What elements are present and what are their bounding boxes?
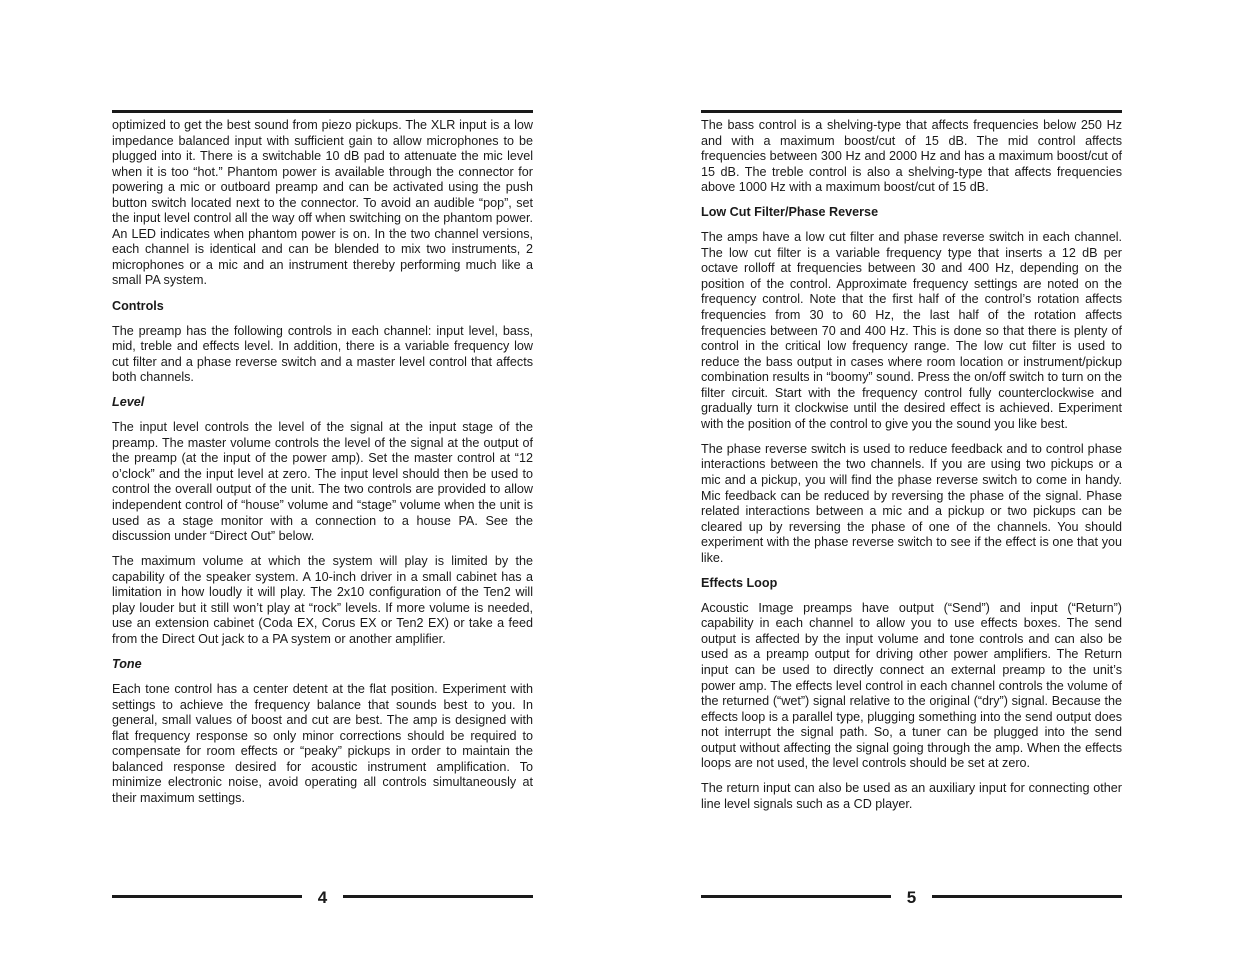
top-divider [701,110,1122,113]
paragraph: The input level controls the level of the signal at the input stage of the preamp. The master volume controls the level of the signal at the output of the preamp (at the input of the power amp). Set the master control at “12 o’clock” and the input level at zero. The input level should then be used to control the overall output of the unit. The two controls are provided to allow independent control of “house” volume and “stage” volume when the unit is used as a stage monitor with a connection to a house PA. See the discussion under “Direct Out” below. [112,420,533,544]
section-heading-effects-loop: Effects Loop [701,575,778,590]
left-page-footer [112,886,533,910]
page-number: 5 [906,888,917,907]
section-heading-low-cut: Low Cut Filter/Phase Reverse [701,205,879,220]
footer-rule [112,895,302,898]
paragraph: The return input can also be used as an auxiliary input for connecting other line level signals such as a CD player. [701,781,1122,811]
footer-rule [343,895,533,898]
paragraph: Acoustic Image preamps have output (“Send”) and input (“Return”) capability in each channel to allow you to use effects boxes. The send output is affected by the input volume and tone controls and can also be used as a preamp output for driving other power amplifiers. The Return input can be used to directly connect an external preamp to the unit’s power amp. The effects level control in each channel controls the volume of the returned (“wet”) signal relative to the original (“dry”) signal. Because the effects loop is a parallel type, plugging something into the send output does not interrupt the signal path. So, a tuner can be plugged into the send output without affecting the signal going through the amp. When the effects loops are not used, the level controls should be set at zero. [701,600,1122,771]
subsection-heading-level: Level [112,395,145,410]
paragraph: The maximum volume at which the system will play is limited by the capability of the speaker system. A 10-inch driver in a small cabinet has a limitation in how loudly it will play. The 2x10 configuration of the Ten2 will play louder but it still won’t play at “rock” levels. If more volume is needed, use an extension cabinet (Coda EX, Corus EX or Ten2 EX) or take a feed from the Direct Out jack to a PA system or another amplifier. [112,554,533,646]
footer-rule [932,895,1122,898]
right-page-footer [701,886,1122,910]
top-divider [112,110,533,113]
paragraph: The preamp has the following controls in each channel: input level, bass, mid, treble and effects level. In addition, there is a variable frequency low cut filter and a phase reverse switch and a master level control that affects both channels. [112,323,533,385]
section-heading-controls: Controls [112,298,164,313]
paragraph: optimized to get the best sound from piezo pickups. The XLR input is a low impedance balanced input with sufficient gain to allow microphones to be plugged into it. There is a switchable 10 dB pad to attenuate the mic level when it is too “hot.” Phantom power is available through the connector for powering a mic or outboard preamp and can be activated using the push button switch located next to the connector. To avoid an audible “pop”, set the input level control all the way off when switching on the phantom power. An LED indicates when phantom power is on. In the two channel versions, each channel is identical and can be blended to mix two instruments, 2 microphones or a mic and an instrument thereby performing much like a small PA system. [112,118,533,288]
left-page [112,110,533,816]
paragraph: Each tone control has a center detent at the flat position. Experiment with settings to achieve the frequency balance that sounds best to you. In general, small values of boost and cut are best. The amp is designed with flat frequency response so only minor corrections should be required to compensate for room effects or “peaky” pickups in order to maintain the balanced response desired for acoustic instrument amplification. To minimize electronic noise, avoid operating all controls simultaneously at their maximum settings. [112,682,533,805]
paragraph: The amps have a low cut filter and phase reverse switch in each channel. The low cut filter is a variable frequency type that inserts a 12 dB per octave rolloff at frequencies between 30 and 400 Hz, depending on the position of the control. Approximate frequency settings are noted on the frequency control. Note that the first half of the control’s rotation affects frequencies from 30 to 60 Hz, the last half of the rotation affects frequencies between 70 and 400 Hz. This is done so that there is plenty of control in the critical low frequency range. The low cut filter is used to reduce the bass output in cases where room location or instrument/pickup combination results in “boomy” sound. Press the on/off switch to turn on the filter circuit. Start with the frequency control fully counterclockwise and gradually turn it clockwise until the desired effect is achieved. Experiment with the position of the control to give you the sound you like best. [701,230,1122,431]
right-page [701,110,1122,822]
page-number: 4 [317,888,328,907]
paragraph: The bass control is a shelving-type that affects frequencies below 250 Hz and with a maximum boost/cut of 15 dB. The mid control affects frequencies between 300 Hz and 2000 Hz and has a maximum boost/cut of 15 dB. The treble control is also a shelving-type that affects frequencies above 1000 Hz with a maximum boost/cut of 15 dB. [701,118,1122,195]
paragraph: The phase reverse switch is used to reduce feedback and to control phase interactions between the two channels. If you are using two pickups or a mic and a pickup, you will find the phase reverse switch to come in handy. Mic feedback can be reduced by reversing the phase of the signal. Phase related interactions between a mic and a pickup or two pickups can be cleared up by reversing the phase of one of the channels. You should experiment with the phase reverse switch to see if the effect is one that you like. [701,441,1122,565]
subsection-heading-tone: Tone [112,656,142,671]
footer-rule [701,895,891,898]
